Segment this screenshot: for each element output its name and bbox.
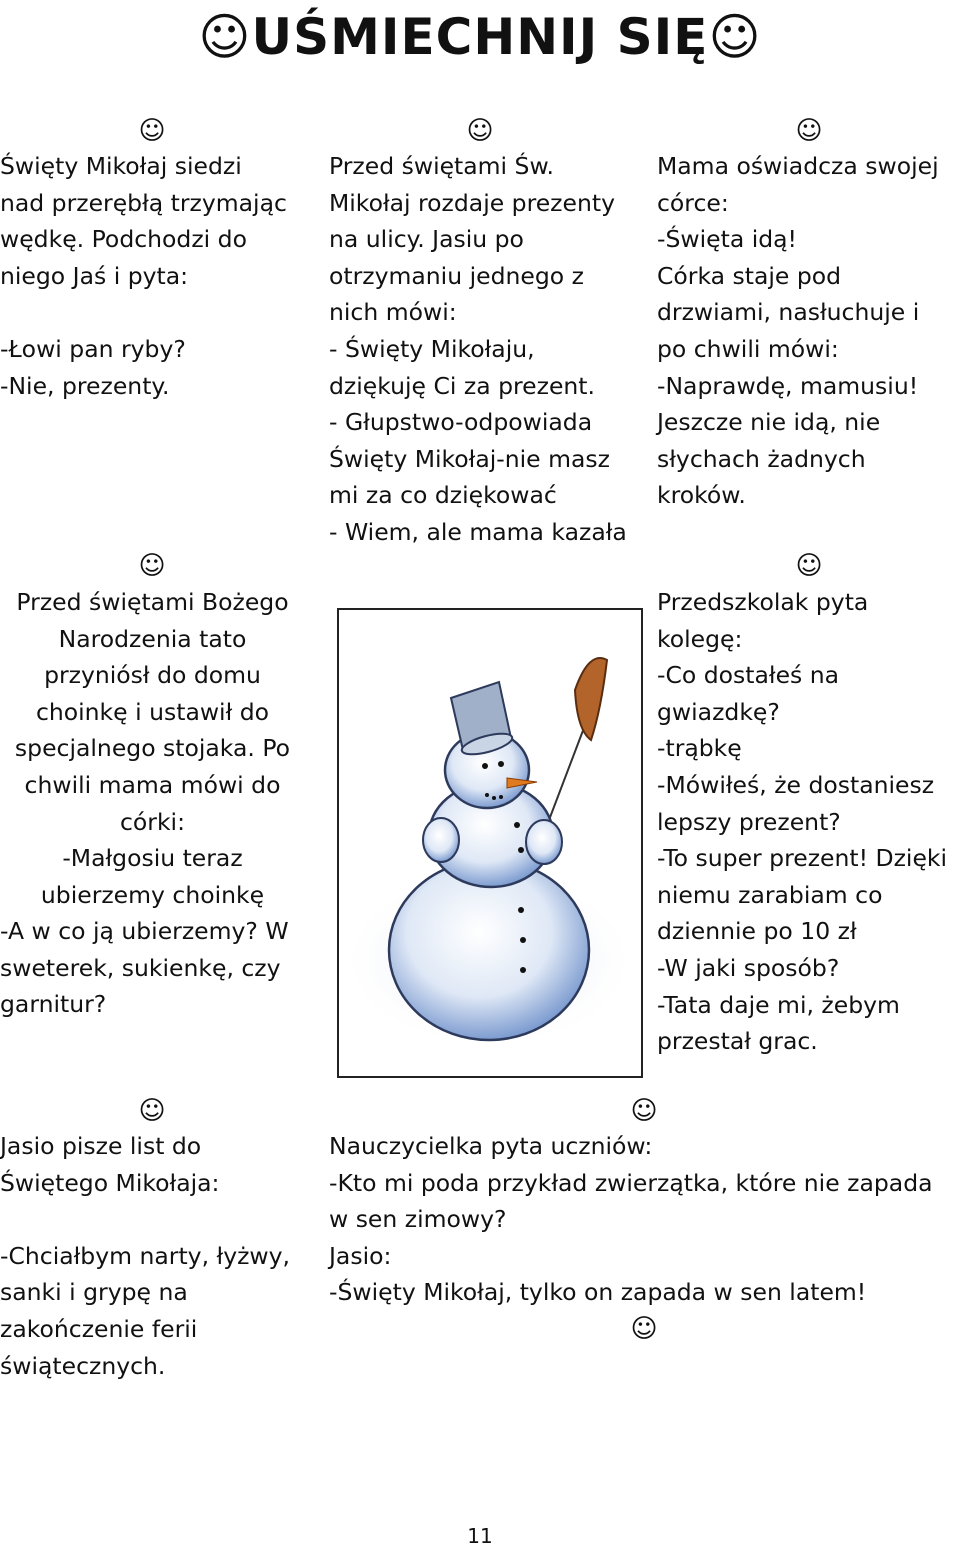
smiley-icon: ☺ <box>795 116 823 146</box>
smiley-icon: ☺ <box>630 1314 658 1344</box>
joke-letter-to-santa: Jasio pisze list do Świętego Mikołaja: -Chciałbym narty, łyżwy, sanki i grypę na zakończenie ferii świątecznych. <box>0 1132 291 1380</box>
page-title: ☺UŚMIECHNIJ SIĘ☺ <box>198 8 762 66</box>
smiley-icon: ☺ <box>138 116 166 146</box>
smiley-icon: ☺ <box>795 551 823 581</box>
joke-fishing: Święty Mikołaj siedzi nad przerębłą trzymając wędkę. Podchodzi do niego Jaś i pyta: -Łowi pan ryby? -Nie, prezenty. <box>0 152 287 400</box>
smiley-icon: ☺ <box>630 1096 658 1126</box>
joke-presents: Przed świętami Św. Mikołaj rozdaje prezenty na ulicy. Jasiu po otrzymaniu jednego z nich mówi: - Święty Mikołaju, dziękuję Ci za prezent. - Głupstwo-odpowiada Święty Mikołaj-nie masz mi za co dziękować - Wiem, ale mama kazała <box>329 152 627 546</box>
joke-christmas-tree: Przed świętami Bożego Narodzenia tato przyniósł do domu choinkę i ustawił do specjalnego stojaka. Po chwili mama mówi do córki: -Małgosiu teraz ubierzemy choinkę <box>14 588 291 909</box>
joke-trumpet: Przedszkolak pyta kolegę: -Co dostałeś na gwiazdkę? -trąbkę -Mówiłeś, że dostaniesz lepszy prezent? -To super prezent! Dzięki niemu zarabiam co dziennie po 10 zł -W jaki sposób? -Tata daje mi, żebym przestał grac. <box>657 588 948 1056</box>
smiley-icon: ☺ <box>138 551 166 581</box>
snowman-icon <box>339 610 641 1076</box>
smiley-icon: ☺ <box>466 116 494 146</box>
smiley-icon: ☺ <box>138 1096 166 1126</box>
snowman-illustration <box>337 608 643 1078</box>
joke-holidays-coming: Mama oświadcza swojej córce: -Święta idą! Córka staje pod drzwiami, nasłuchuje i po chwili mówi: -Naprawdę, mamusiu! Jeszcze nie idą, nie słychach żadnych kroków. <box>657 152 939 510</box>
joke-hibernation: Nauczycielka pyta uczniów: -Kto mi poda przykład zwierzątka, które nie zapada w sen zimowy? Jasio: -Święty Mikołaj, tylko on zapada w sen latem! <box>329 1132 933 1307</box>
page-number: 11 <box>467 1524 493 1548</box>
joke-christmas-tree-end: -A w co ją ubierzemy? W sweterek, sukienkę, czy garnitur? <box>0 917 289 1019</box>
